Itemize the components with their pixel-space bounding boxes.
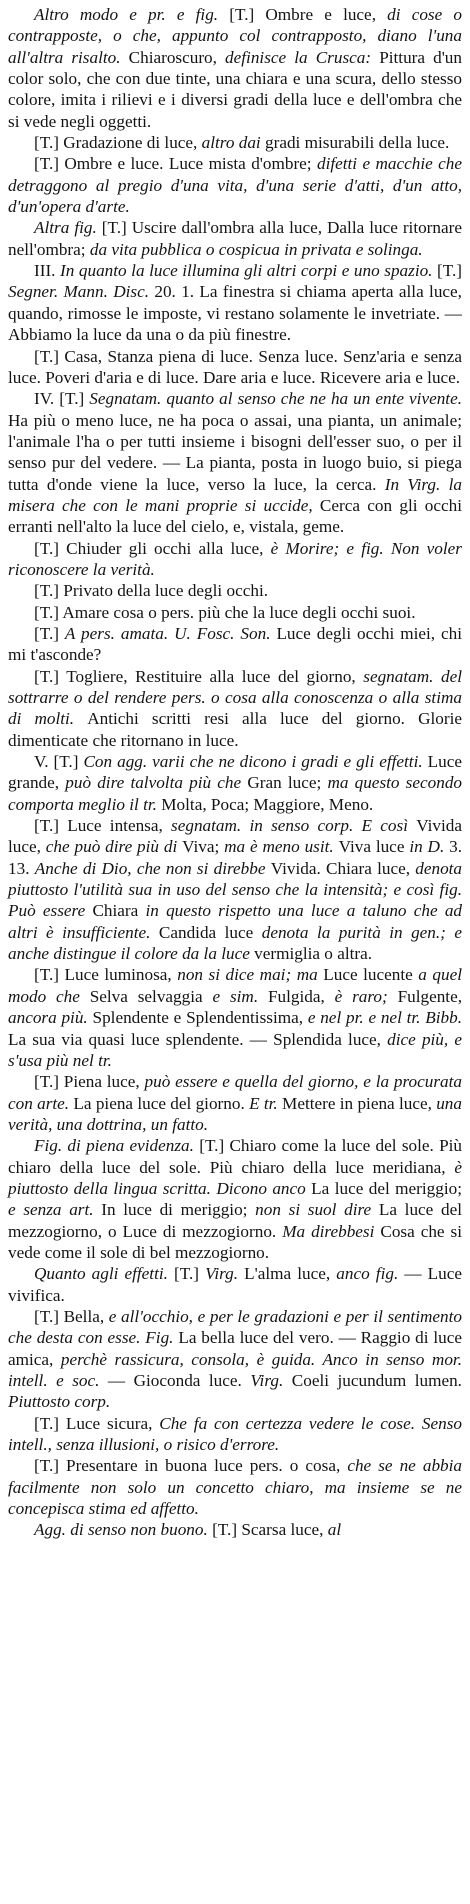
text-segment: gradi misurabili della luce. [265, 133, 450, 153]
text-segment: Chiaroscuro, [128, 47, 226, 67]
entry-paragraph [8, 260, 462, 345]
text-segment: — Luce vivifica. [8, 1264, 462, 1305]
text-segment: Molta, Poca; Maggiore, Meno. [161, 794, 374, 814]
italic-text: A pers. amata. U. Fosc. Son. [64, 623, 277, 643]
text-segment: [T.] Luce sicura, [34, 1413, 160, 1433]
text-segment: Vivida. Chiara luce, [270, 858, 416, 878]
text-segment: Mettere in piena luce, [282, 1093, 437, 1113]
text-segment: [T.] Presentare in buona luce pers. o cosa, [34, 1456, 348, 1476]
entry-paragraph [8, 815, 462, 964]
italic-text: segnatam. del sottrarre o del rendere pers. o cosa alla conoscenza o alla stima di molti. [8, 666, 462, 729]
text-segment: [T.] [437, 261, 462, 281]
text-segment: Chiara [92, 901, 146, 921]
text-segment: Luce grande, [8, 752, 462, 793]
text-segment: [T.] Bella, [34, 1306, 109, 1326]
italic-text: è Morire; e fig. Non voler riconoscere la verità. [8, 538, 462, 579]
text-segment: IV. [T.] [34, 389, 90, 409]
text-segment: [T.] Luce luminosa, [34, 965, 178, 985]
italic-text: anco fig. [336, 1264, 405, 1284]
italic-text: può essere e quella del giorno, e la procurata con arte. [8, 1072, 462, 1113]
text-segment: Selva selvaggia [89, 986, 213, 1006]
text-segment: Pittura d'un color solo, che con due tinte, una chiara e una scura, dello stesso colore, imita i rilievi e i diversi gradi della luce e dell'ombra che si vede negli oggetti. [8, 47, 462, 131]
italic-text: ma è meno usit. [224, 837, 339, 857]
text-segment: [T.] Amare cosa o pers. più che la luce degli occhi suoi. [34, 602, 416, 622]
entry-paragraph [8, 964, 462, 1071]
entry-paragraph [8, 1263, 462, 1306]
italic-text: difetti e macchie che detraggono al pregio d'una vita, d'una serie d'atti, d'un atto, d'un'opera d'arte. [8, 154, 462, 217]
entry-paragraph [8, 346, 462, 389]
italic-text: è raro; [334, 986, 398, 1006]
text-segment: [T.] Chiaro come la luce del sole. Più chiaro della luce del sole. Più chiaro della luce meridiana, [8, 1136, 462, 1177]
text-segment: Coeli jucundum lumen. [291, 1371, 462, 1390]
italic-text: una verità, una dottrina, un fatto. [8, 1093, 462, 1134]
text-segment: 3. 13. [8, 837, 463, 878]
italic-text: Agg. di senso non buono. [34, 1520, 213, 1540]
italic-text: Ma direbbesi [282, 1221, 381, 1241]
text-segment: — Gioconda luce. [107, 1371, 251, 1390]
italic-text: altro dai [201, 133, 266, 153]
text-segment: Viva; [182, 837, 225, 857]
italic-text: Piuttosto corp. [8, 1392, 111, 1412]
italic-text: ma questo secondo comporta meglio il tr. [8, 773, 463, 814]
italic-text: Segnatam. quanto al senso che ne ha un ente vivente. [89, 389, 463, 409]
italic-text: al [327, 1520, 342, 1540]
italic-text: Anche di Dio, che non si direbbe [34, 858, 271, 878]
text-segment: [T.] Ombre e luce, [229, 5, 388, 24]
text-segment: Candida luce [158, 922, 262, 942]
text-segment: La sua via quasi luce splendente. — Splendida luce, [8, 1029, 388, 1049]
italic-text: denota piuttosto l'utilità sua in uso del senso che la intensità; e così fig. Può essere [8, 858, 463, 921]
italic-text: non si suol dire [255, 1200, 379, 1220]
entry-paragraph [8, 4, 462, 132]
italic-text: e senza art. [8, 1200, 102, 1220]
text-segment: La luce del meriggio; [311, 1178, 462, 1198]
text-segment: 20. 1. La finestra si chiama aperta alla luce, quando, rimosse le imposte, vi restano solamente le invetriate. — Abbiamo la luce da una o da più finestre. [8, 282, 462, 345]
text-segment: Antichi scritti resi alla luce del giorno. Glorie dimenticate che ritornano in luce. [8, 709, 462, 750]
italic-text: In Virg. la misera che con le mani proprie si uccide, [8, 474, 462, 515]
entry-paragraph [8, 1071, 462, 1135]
text-segment: [T.] Casa, Stanza piena di luce. Senza luce. Senz'aria e senza luce. Poveri d'aria e di luce. Dare aria e luce. Ricevere aria e luce. [8, 346, 462, 387]
italic-text: che può dire più di [45, 837, 183, 857]
entry-paragraph [8, 1413, 462, 1456]
italic-text: denota la purità in gen.; e anche distingue il colore da la luce [8, 922, 462, 964]
text-segment: [T.] Uscire dall'ombra alla luce, Dalla luce ritornare nell'ombra; [8, 218, 462, 259]
italic-text: segnatam. in senso corp. E così [171, 816, 417, 836]
italic-text: Quanto agli effetti. [34, 1264, 175, 1284]
italic-text: Altro modo e pr. e fig. [34, 5, 230, 24]
italic-text: definisce la Crusca: [225, 47, 380, 67]
text-segment: Cerca con gli occhi erranti nell'alto la luce del cielo, e, vistala, geme. [8, 495, 462, 537]
text-segment: Splendente e Splendentissima, [92, 1008, 308, 1028]
entry-paragraph [8, 538, 462, 581]
italic-text: che se ne abbia facilmente non solo un concetto chiaro, ma insieme se ne concepisca stima ed affetto. [8, 1456, 463, 1519]
entry-paragraph [8, 132, 462, 153]
text-segment: III. [34, 261, 61, 281]
text-segment: Cosa che si vede come il sole di bel mezzogiorno. [8, 1221, 462, 1262]
italic-text: da vita pubblica o cospicua in privata e solinga. [89, 239, 423, 259]
text-segment: [T.] Luce intensa, [34, 816, 172, 836]
entry-paragraph [8, 623, 462, 666]
text-segment: Luce degli occhi miei, chi mi t'asconde? [8, 623, 462, 665]
text-segment: L'alma luce, [244, 1264, 337, 1284]
text-segment: Gran luce; [247, 773, 328, 793]
entry-paragraph [8, 602, 462, 623]
entry-paragraph [8, 388, 462, 537]
text-segment: La luce del mezzogiorno, o Luce di mezzogiorno. [8, 1200, 462, 1241]
text-segment: La piena luce del giorno. [73, 1093, 250, 1113]
italic-text: e sim. [212, 986, 268, 1006]
text-segment: Fulgida, [267, 986, 335, 1006]
italic-text: In quanto la luce illumina gli altri corpi e uno spazio. [60, 261, 438, 281]
entry-paragraph [8, 1455, 462, 1519]
text-segment: vermiglia o altra. [254, 944, 373, 964]
text-segment: [T.] Scarsa luce, [212, 1520, 328, 1540]
italic-text: in D. [409, 837, 450, 857]
text-segment: [T.] Ombre e luce. Luce mista d'ombre; [34, 154, 317, 174]
italic-text: Che fa con certezza vedere le cose. Senso intell., senza illusioni, o risico d'errore. [8, 1413, 462, 1455]
entry-paragraph [8, 666, 462, 751]
entry-paragraph [8, 217, 462, 260]
italic-text: Con agg. varii che ne dicono i gradi e gli effetti. [83, 752, 428, 772]
italic-text: a quel modo che [8, 965, 462, 1006]
entry-paragraph [8, 153, 462, 217]
italic-text: Segner. Mann. Disc. [8, 282, 155, 302]
text-segment: La bella luce del vero. — Raggio di luce amica, [8, 1328, 462, 1369]
text-segment: [T.] Chiuder gli occhi alla luce, [34, 538, 271, 558]
text-segment: Ha più o meno luce, ne ha poca o assai, una pianta, un animale; l'animale l'ha o per tutti insieme i bisogni dell'esser suo, o per il senso pur del vedere. — La pianta, posta in luogo buio, si piega tutta d'onde viene la luce, verso la luce, la cerca. [8, 410, 462, 494]
text-segment: Fulgente, [397, 986, 463, 1006]
text-segment: V. [T.] [34, 752, 84, 772]
italic-text: di cose o contrapposte, o che, appunto col contrapposto, diano l'una all'altra risalto. [8, 5, 462, 67]
text-segment: Vivida luce, [8, 816, 462, 857]
entry-paragraph [8, 1519, 462, 1540]
italic-text: e nel pr. e nel tr. Bibb. [307, 1008, 463, 1028]
italic-text: Virg. [205, 1264, 245, 1284]
italic-text: E tr. [249, 1093, 283, 1113]
italic-text: in questo rispetto una luce a taluno che ad altri è insufficiente. [8, 901, 462, 942]
italic-text: può dire talvolta più che [65, 773, 248, 793]
italic-text: ancora più. [8, 1008, 93, 1028]
italic-text: Fig. di piena evidenza. [34, 1136, 200, 1156]
entry-paragraph [8, 1306, 462, 1413]
text-segment: [T.] Privato della luce degli occhi. [34, 581, 269, 601]
italic-text: non si dice mai; ma [177, 965, 324, 985]
entry-paragraph [8, 1135, 462, 1263]
italic-text: Virg. [250, 1371, 292, 1390]
text-segment: [T.] [34, 623, 65, 643]
italic-text: perchè rassicura, consola, è guida. Anco in senso mor. intell. e soc. [8, 1349, 463, 1390]
italic-text: e all'occhio, e per le gradazioni e per il sentimento che desta con esse. Fig. [8, 1306, 462, 1348]
text-segment: In luce di meriggio; [101, 1200, 256, 1220]
italic-text: è piuttosto della lingua scritta. Dicono anco [8, 1157, 462, 1198]
text-segment: Viva luce [338, 837, 410, 857]
italic-text: dice più, e s'usa più nel tr. [8, 1029, 462, 1070]
text-segment: [T.] Gradazione di luce, [34, 133, 202, 153]
text-segment: Luce lucente [323, 965, 419, 985]
entry-paragraph [8, 751, 462, 815]
italic-text: Altra fig. [34, 218, 102, 238]
text-segment: [T.] [174, 1264, 206, 1284]
text-segment: [T.] Piena luce, [34, 1072, 145, 1092]
text-segment: [T.] Togliere, Restituire alla luce del giorno, [34, 666, 364, 686]
entry-paragraph [8, 580, 462, 601]
